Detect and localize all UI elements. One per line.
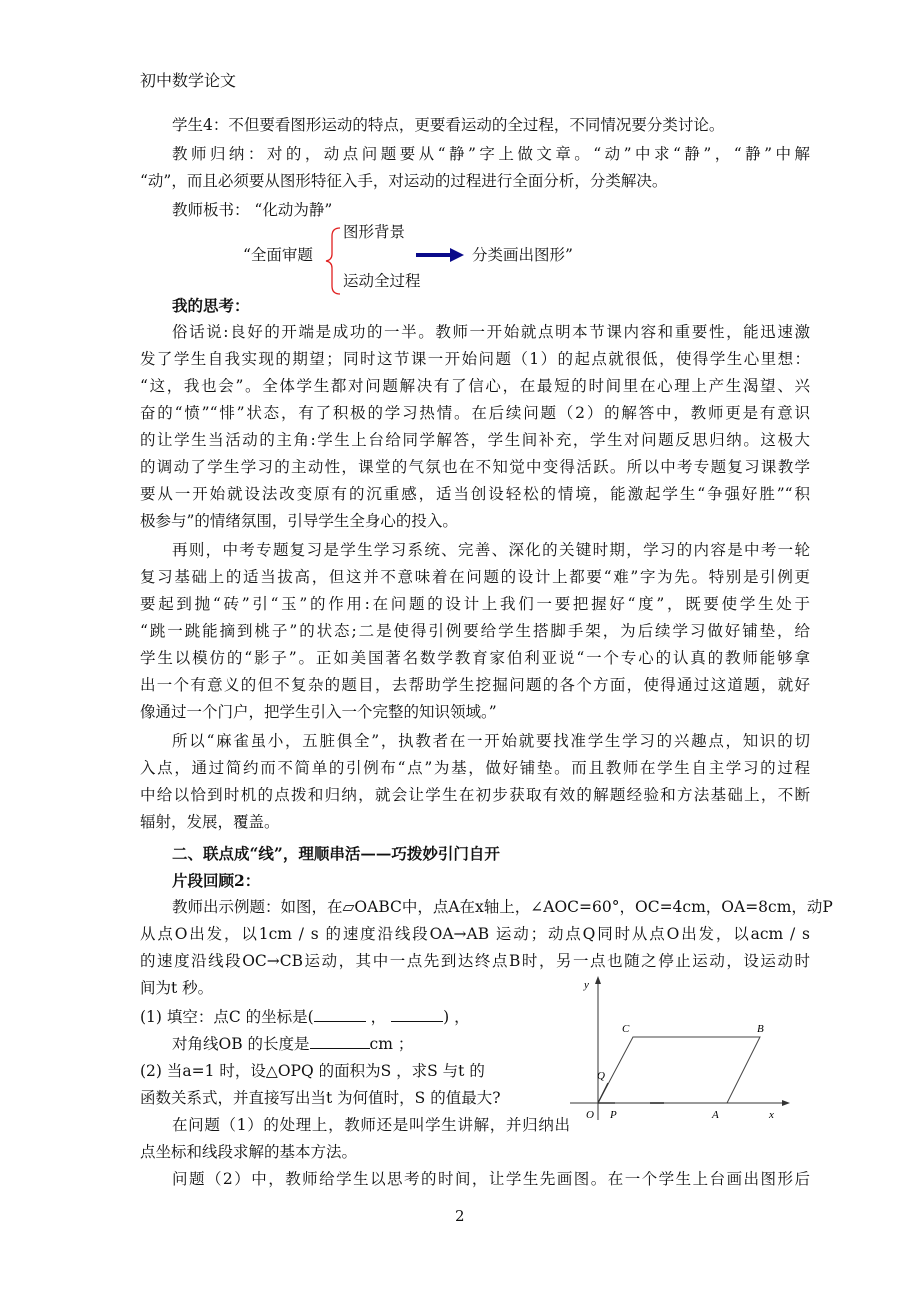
paragraph-line: 所以“麻雀虽小，五脏俱全”，执教者在一开始就要找准学生学习的兴趣点，知识的切 (172, 732, 810, 750)
q1a-suffix: ) ， (443, 1008, 470, 1026)
after-line: 点坐标和线段求解的基本方法。 (140, 1143, 358, 1161)
paragraph-line: 中给以恰到时机的点拨和归纳，就会让学生在初步获取有效的解题经验和方法基础上，不断 (140, 786, 810, 804)
paragraph-line: 出一个有意义的但不复杂的题目，去帮助学生挖掘问题的各个方面，使得通过这道题，就好 (140, 676, 810, 694)
blank-cy[interactable] (391, 1007, 443, 1022)
paragraph-line: “动”，而且必须要从图形特征入手，对运动的过程进行全面分析，分类解决。 (140, 172, 668, 190)
paragraph-line: 教师板书： “化动为静” (172, 201, 333, 219)
label-y: y (584, 979, 589, 991)
question-2-line: 函数关系式，并直接写出当t 为何值时，S 的值最大? (140, 1089, 501, 1107)
example-line: 间为t 秒。 (140, 979, 214, 997)
q1a-prefix: (1) 填空：点C 的坐标是( (140, 1008, 314, 1026)
paragraph-line: 发了学生自我实现的期望；同时这节课一开始问题（1）的起点就很低，使得学生心里想： (140, 350, 810, 368)
page-number: 2 (455, 1207, 465, 1225)
example-line: 教师出示例题：如图，在▱OABC中，点A在x轴上，∠AOC=60°，OC=4cm，OA=8cm，动P (172, 898, 833, 916)
label-x: x (769, 1109, 774, 1121)
paragraph-line: 再则，中考专题复习是学生学习系统、完善、深化的关键时期，学习的内容是中考一轮 (172, 541, 810, 559)
paragraph-line: 极参与”的情绪氛围，引导学生全身心的投入。 (140, 512, 458, 530)
paragraph (140, 197, 810, 224)
paragraph-line: 像通过一个门户，把学生引入一个完整的知识领域。” (140, 703, 497, 721)
example-line: 从点O出发，以1cm / s 的速度沿线段OA→AB 运动；动点Q同时从点O出发，以acm / s (140, 925, 810, 943)
question-2-line: (2) 当a=1 时，设△OPQ 的面积为S ，求S 与t 的 (140, 1062, 485, 1080)
label-q: Q (597, 1070, 605, 1082)
paragraph-line: “跳一跳能摘到桃子”的状态;二是使得引例要给学生搭脚手架，为后续学习做好铺垫，给 (140, 622, 810, 640)
section-heading: 二、联点成“线”，理顺串活——巧拨妙引门自开 (172, 844, 500, 863)
board-bottom-branch: 运动全过程 (343, 272, 421, 290)
paragraph-line: 奋的“愤”“悱”状态，有了积极的学习热情。在后续问题（2）的解答中，教师更是有意识 (140, 404, 810, 422)
paragraph-line: 学生以模仿的“影子”。正如美国著名数学教育家伯利亚说“一个专心的认真的教师能够拿 (140, 649, 810, 667)
blank-ob[interactable] (310, 1034, 370, 1049)
label-b: B (757, 1023, 764, 1035)
label-c: C (622, 1023, 630, 1035)
after-line: 在问题（1）的处理上，教师还是叫学生讲解，并归纳出 (172, 1116, 570, 1134)
parallelogram-oabc (598, 1037, 760, 1103)
paragraph (140, 141, 810, 195)
paragraph-line: 俗话说:良好的开端是成功的一半。教师一开始就点明本节课内容和重要性，能迅速激 (172, 323, 810, 341)
paragraph-line: 要起到抛“砖”引“玉”的作用:在问题的设计上我们一要把握好“度”，既要使学生处于 (140, 595, 810, 613)
parallelogram-figure (560, 970, 800, 1130)
q1b-prefix: 对角线OB 的长度是 (172, 1035, 310, 1053)
label-a: A (712, 1109, 719, 1121)
paragraph-line: “这，我也会”。全体学生都对问题解决有了信心，在最短的时间里在心理上产生渴望、兴 (140, 377, 810, 395)
y-axis-arrow-icon (595, 976, 601, 984)
after-line: 问题（2）中，教师给学生以思考的时间，让学生先画图。在一个学生上台画出图形后 (172, 1170, 810, 1188)
paragraph-line: 要从一开始就设法改变原有的沉重感，适当创设轻松的情境，能激起学生“争强好胜”“积 (140, 485, 810, 503)
board-result: 分类画出图形” (472, 246, 573, 264)
paragraph-line: 复习基础上的适当拔高，但这并不意味着在问题的设计上都要“难”字为先。特别是引例更 (140, 568, 810, 586)
board-top-branch: 图形背景 (343, 223, 406, 241)
arrow-right-icon (416, 247, 466, 263)
label-p: P (610, 1109, 617, 1121)
blank-cx[interactable] (314, 1007, 366, 1022)
top-paragraphs (140, 112, 810, 226)
paragraph (140, 319, 810, 535)
page-header: 初中数学论文 (140, 71, 237, 90)
q-motion-arrow-icon (598, 1083, 608, 1103)
x-axis-arrow-icon (782, 1100, 790, 1106)
paragraph (140, 728, 810, 836)
q1a-sep: ， (365, 1008, 387, 1026)
paragraph-line: 学生4：不但要看图形运动的特点，更要看运动的全过程，不同情况要分类讨论。 (172, 116, 725, 134)
paragraph-line: 入点，通过简约而不简单的引例布“点”为基，做好铺垫。而且教师在学生自主学习的过程 (140, 759, 810, 777)
paragraph (140, 537, 810, 726)
paragraph (140, 112, 810, 139)
thinking-heading: 我的思考： (172, 296, 250, 315)
paragraph-line: 辐射，发展，覆盖。 (140, 813, 280, 831)
q1b-suffix: cm ； (369, 1035, 414, 1053)
label-o: O (586, 1109, 594, 1121)
fragment-heading: 片段回顾2： (172, 871, 261, 890)
paragraph-line: 的让学生当活动的主角:学生上台给同学解答，学生间补充，学生对问题反思归纳。这极大 (140, 431, 810, 449)
paragraph-line: 教师归纳：对的，动点问题要从“静”字上做文章。“动”中求“静”，“静”中解 (172, 145, 810, 163)
board-left-text: “全面审题 (243, 246, 313, 264)
example-line: 的速度沿线段OC→CB运动，其中一点先到达终点B时，另一点也随之停止运动，设运动时 (140, 952, 810, 970)
paragraph-line: 的调动了学生学习的主动性，课堂的气氛也在不知觉中变得活跃。所以中考专题复习课教学 (140, 458, 810, 476)
